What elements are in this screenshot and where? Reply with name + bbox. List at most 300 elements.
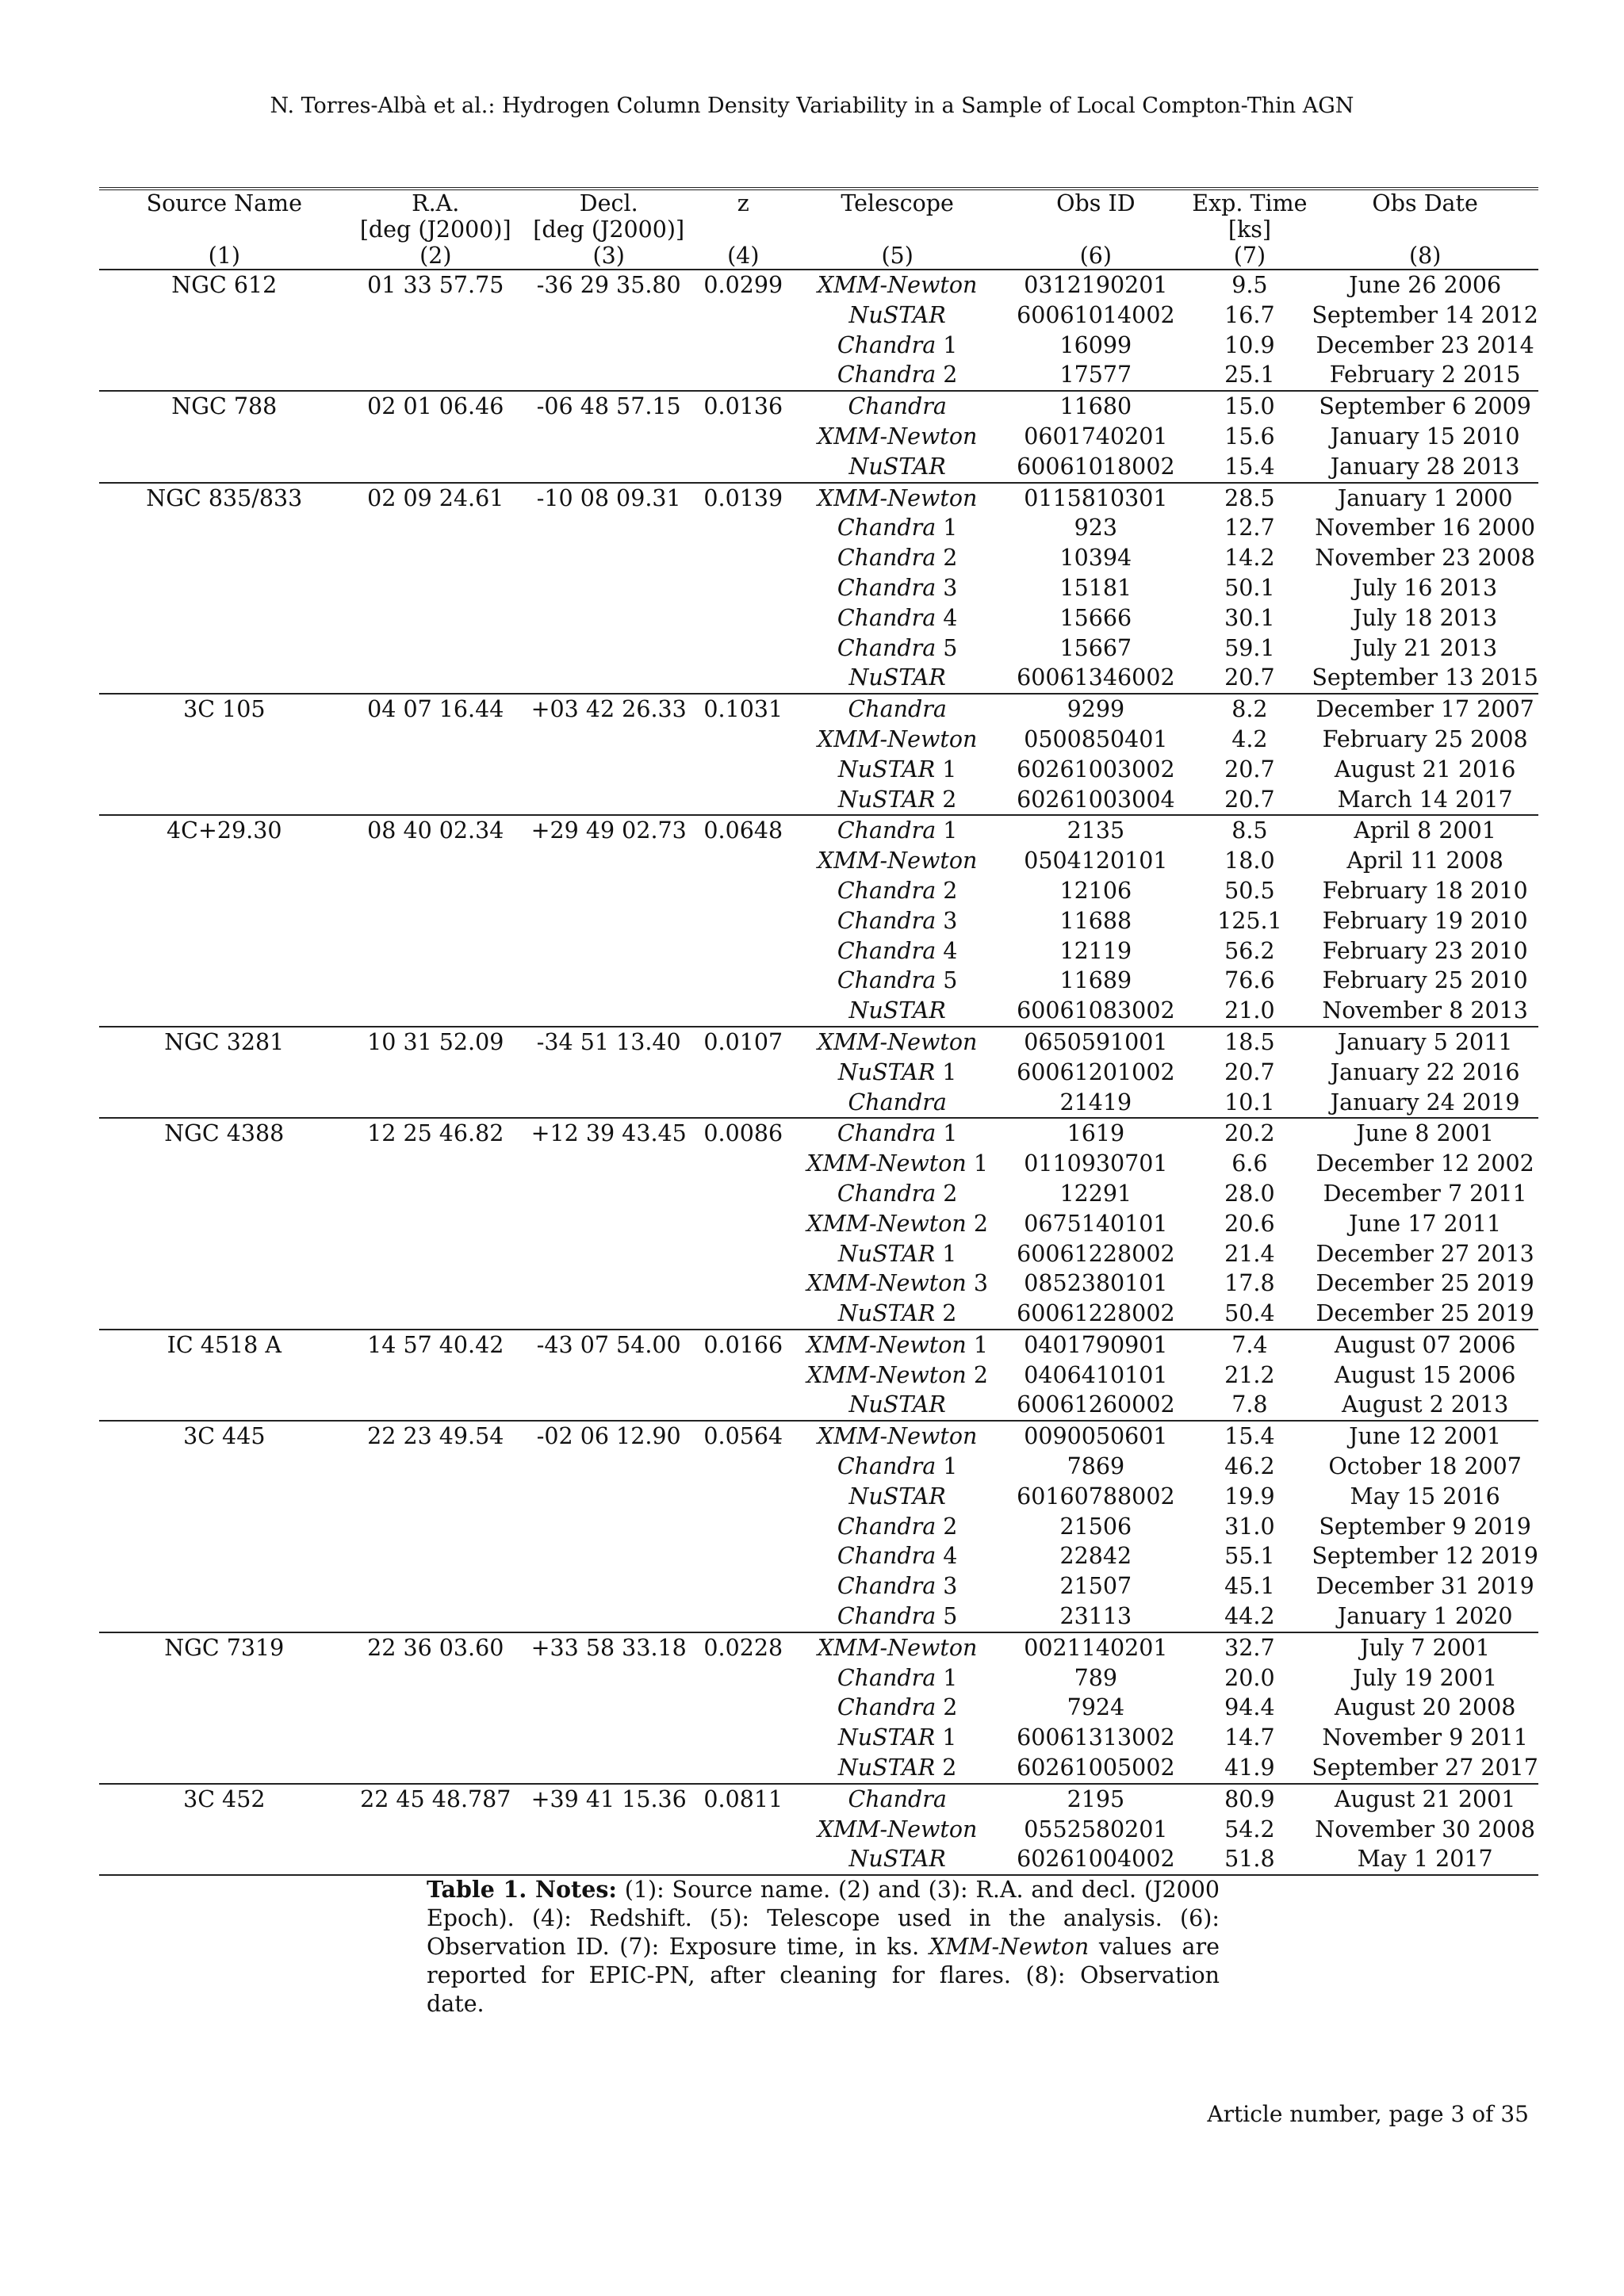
exp-time-cell: 15.6 xyxy=(1224,423,1275,450)
redshift-cell: 0.0139 xyxy=(695,483,791,514)
obs-id-cell: 1619 xyxy=(1004,1118,1187,1149)
ra-cell xyxy=(350,1209,522,1239)
telescope-cell xyxy=(791,1299,1004,1330)
telescope-cell xyxy=(791,1693,1004,1723)
obs-date-cell: November 8 2013 xyxy=(1322,997,1528,1024)
telescope-name: Chandra xyxy=(837,1180,936,1207)
obs-date-cell: December 25 2019 xyxy=(1316,1300,1534,1327)
redshift-cell xyxy=(695,573,791,603)
exp-time-cell: 15.4 xyxy=(1224,453,1275,480)
table-row xyxy=(99,1360,1538,1391)
telescope-cell xyxy=(791,1269,1004,1299)
exp-time-cell: 20.7 xyxy=(1224,1058,1275,1085)
table-row xyxy=(99,1815,1538,1845)
exp-time-cell: 125.1 xyxy=(1217,907,1282,934)
obs-date-cell: January 22 2016 xyxy=(1330,1058,1520,1085)
obs-date-cell: July 21 2013 xyxy=(1353,634,1498,661)
notes-text-part2: values are reported for EPIC-PN, after cleaning for flares. (8): Observation date. xyxy=(427,1934,1220,2017)
obs-date-cell: April 11 2008 xyxy=(1346,848,1503,874)
ra-cell xyxy=(350,1693,522,1723)
telescope-cell xyxy=(791,1421,1004,1452)
source-name-cell xyxy=(99,1452,350,1482)
source-name-cell xyxy=(99,1753,350,1784)
obs-id-cell: 22842 xyxy=(1059,1543,1132,1570)
decl-cell xyxy=(522,1512,696,1542)
telescope-cell xyxy=(791,725,1004,755)
decl-cell xyxy=(522,513,696,543)
obs-date-cell: October 18 2007 xyxy=(1328,1453,1522,1480)
decl-cell xyxy=(522,422,696,452)
table-row xyxy=(99,815,1538,846)
redshift-cell: 0.0086 xyxy=(695,1118,791,1149)
ra-cell xyxy=(350,1601,522,1632)
telescope-name: Chandra xyxy=(848,393,947,420)
table-row xyxy=(99,360,1538,391)
ra-cell xyxy=(350,513,522,543)
obs-date-cell: September 9 2019 xyxy=(1319,1513,1531,1540)
source-name-cell xyxy=(99,996,350,1027)
source-name-cell xyxy=(99,1663,350,1693)
obs-date-cell: August 21 2016 xyxy=(1334,756,1516,783)
telescope-name: Chandra xyxy=(837,1513,936,1540)
exp-time-cell: 20.2 xyxy=(1188,1118,1312,1149)
table-row xyxy=(99,1299,1538,1330)
obs-date-cell: August 20 2008 xyxy=(1334,1694,1516,1721)
header-row-titles xyxy=(99,189,1538,216)
telescope-index: 2 xyxy=(942,1300,957,1327)
decl-cell xyxy=(522,300,696,331)
decl-cell xyxy=(522,663,696,694)
table-row xyxy=(99,725,1538,755)
telescope-name: NuSTAR xyxy=(848,453,946,480)
obs-date-cell: August 07 2006 xyxy=(1312,1330,1538,1360)
obs-id-cell: 60261003002 xyxy=(1017,756,1175,783)
table-row xyxy=(99,966,1538,996)
decl-cell xyxy=(522,1179,696,1209)
telescope-cell xyxy=(791,1179,1004,1209)
obs-id-cell: 15666 xyxy=(1059,604,1132,631)
table-notes xyxy=(427,1875,1220,2019)
decl-cell xyxy=(522,331,696,361)
source-name-cell xyxy=(99,1239,350,1269)
decl-cell: -02 06 12.90 xyxy=(522,1421,696,1452)
decl-cell xyxy=(522,1390,696,1421)
exp-time-cell: 14.2 xyxy=(1224,545,1275,572)
telescope-name: Chandra xyxy=(837,907,936,934)
source-name-cell xyxy=(99,1149,350,1179)
telescope-cell xyxy=(791,573,1004,603)
exp-time-cell: 7.8 xyxy=(1231,1391,1268,1418)
redshift-cell xyxy=(695,1844,791,1875)
telescope-cell xyxy=(791,1149,1004,1179)
source-name-cell xyxy=(99,573,350,603)
ra-cell: 14 57 40.42 xyxy=(350,1330,522,1360)
ra-cell xyxy=(350,1512,522,1542)
source-name-cell: NGC 7319 xyxy=(99,1632,350,1663)
obs-id-cell: 11689 xyxy=(1059,967,1132,994)
obs-date-cell: December 7 2011 xyxy=(1323,1180,1527,1207)
exp-time-cell: 10.1 xyxy=(1224,1089,1275,1115)
obs-date-cell: September 14 2012 xyxy=(1312,301,1538,328)
telescope-index: 2 xyxy=(943,877,958,904)
redshift-cell xyxy=(695,1571,791,1601)
ra-cell xyxy=(350,1844,522,1875)
telescope-index: 2 xyxy=(943,545,958,572)
redshift-cell xyxy=(695,1058,791,1088)
col-header-obs-date: Obs Date xyxy=(1372,190,1478,216)
decl-cell xyxy=(522,996,696,1027)
redshift-cell xyxy=(695,846,791,876)
obs-date-cell: August 21 2001 xyxy=(1312,1784,1538,1815)
telescope-index: 4 xyxy=(943,1543,958,1570)
table-row xyxy=(99,1601,1538,1632)
col-number-3: (3) xyxy=(592,243,625,269)
decl-cell xyxy=(522,966,696,996)
ra-cell: 22 36 03.60 xyxy=(350,1632,522,1663)
ra-cell: 04 07 16.44 xyxy=(350,694,522,725)
obs-date-cell: January 28 2013 xyxy=(1330,453,1520,480)
col-header-z: z xyxy=(737,190,749,216)
source-name-cell xyxy=(99,633,350,664)
telescope-name: Chandra xyxy=(837,545,936,572)
ra-cell xyxy=(350,1299,522,1330)
telescope-cell xyxy=(791,1058,1004,1088)
table-row xyxy=(99,331,1538,361)
redshift-cell: 0.0299 xyxy=(703,272,783,298)
source-name-cell: NGC 3281 xyxy=(99,1027,350,1058)
redshift-cell xyxy=(695,331,791,361)
ra-cell xyxy=(350,1571,522,1601)
table-row xyxy=(99,513,1538,543)
decl-cell xyxy=(522,1209,696,1239)
source-name-cell xyxy=(99,513,350,543)
redshift-cell xyxy=(695,1601,791,1632)
telescope-cell xyxy=(791,1601,1004,1632)
ra-cell xyxy=(350,1179,522,1209)
decl-cell xyxy=(522,1571,696,1601)
telescope-index: 5 xyxy=(943,967,958,994)
col-unit-exp-time: [ks] xyxy=(1228,216,1271,243)
telescope-name: Chandra xyxy=(837,877,936,904)
telescope-name: Chandra xyxy=(848,1089,947,1115)
telescope-name: Chandra xyxy=(837,1573,936,1600)
telescope-name: XMM-Newton xyxy=(817,484,978,511)
telescope-name: XMM-Newton xyxy=(817,1816,978,1843)
ra-cell xyxy=(350,360,522,391)
obs-id-cell: 23113 xyxy=(1059,1603,1132,1630)
obs-date-cell: June 12 2001 xyxy=(1312,1421,1538,1452)
obs-date-cell: February 18 2010 xyxy=(1322,877,1528,904)
ra-cell: 12 25 46.82 xyxy=(350,1118,522,1149)
decl-cell xyxy=(522,1753,696,1784)
table-row xyxy=(99,1118,1538,1149)
table-row xyxy=(99,543,1538,573)
exp-time-cell: 18.0 xyxy=(1224,848,1275,874)
obs-date-cell: February 2 2015 xyxy=(1329,362,1521,388)
obs-id-cell: 7924 xyxy=(1067,1694,1125,1721)
col-number-6: (6) xyxy=(1079,243,1113,269)
decl-cell xyxy=(522,573,696,603)
obs-date-cell: August 15 2006 xyxy=(1334,1361,1516,1388)
ra-cell: 02 09 24.61 xyxy=(350,483,522,514)
table-row xyxy=(99,1027,1538,1058)
obs-id-cell: 21507 xyxy=(1059,1573,1132,1600)
table-row xyxy=(99,755,1538,785)
source-name-cell: IC 4518 A xyxy=(99,1330,350,1360)
source-name-cell xyxy=(99,1482,350,1512)
table-row xyxy=(99,785,1538,816)
obs-date-cell: May 15 2016 xyxy=(1350,1483,1500,1510)
table-row xyxy=(99,573,1538,603)
obs-id-cell: 60061014002 xyxy=(1017,301,1175,328)
telescope-cell xyxy=(791,1571,1004,1601)
exp-time-cell: 8.2 xyxy=(1188,694,1312,725)
telescope-name: Chandra xyxy=(837,1603,936,1630)
telescope-name: Chandra xyxy=(848,1785,947,1812)
col-header-exp-time: Exp. Time xyxy=(1192,190,1308,216)
table-row xyxy=(99,1632,1538,1663)
telescope-index: 2 xyxy=(943,1180,958,1207)
source-name-cell xyxy=(99,906,350,936)
obs-id-cell: 16099 xyxy=(1059,331,1132,358)
telescope-cell xyxy=(791,785,1004,816)
obs-date-cell: November 9 2011 xyxy=(1322,1724,1528,1751)
obs-id-cell: 60160788002 xyxy=(1017,1483,1175,1510)
obs-id-cell: 12291 xyxy=(1059,1180,1132,1207)
telescope-cell xyxy=(791,603,1004,633)
ra-cell xyxy=(350,1088,522,1119)
ra-cell xyxy=(350,663,522,694)
obs-date-cell: June 26 2006 xyxy=(1349,272,1502,298)
telescope-index: 3 xyxy=(943,907,958,934)
telescope-cell xyxy=(791,1452,1004,1482)
obs-date-cell: September 13 2015 xyxy=(1312,664,1538,691)
telescope-cell xyxy=(791,755,1004,785)
telescope-index: 1 xyxy=(942,1724,957,1751)
decl-cell: +33 58 33.18 xyxy=(522,1632,696,1663)
obs-date-cell: November 16 2000 xyxy=(1315,515,1536,541)
telescope-cell xyxy=(791,1815,1004,1845)
obs-date-cell: December 25 2019 xyxy=(1316,1270,1534,1297)
col-number-8: (8) xyxy=(1408,243,1442,269)
obs-id-cell: 60061201002 xyxy=(1017,1058,1175,1085)
exp-time-cell: 94.4 xyxy=(1224,1694,1275,1721)
obs-date-cell: July 16 2013 xyxy=(1353,574,1498,601)
obs-date-cell: April 8 2001 xyxy=(1312,815,1538,846)
source-name-cell xyxy=(99,755,350,785)
notes-text-part1: (1): Source name. (2) and (3): R.A. and decl. (J2000 Epoch). (4): Redshift. (5): Telescope used in the analysis. (6): Observation ID. (7): Exposure time, in ks. xyxy=(427,1877,1220,1960)
obs-id-cell: 60061083002 xyxy=(1017,997,1175,1024)
redshift-cell xyxy=(695,1482,791,1512)
telescope-index: 3 xyxy=(973,1270,988,1297)
redshift-cell xyxy=(695,452,791,483)
table-row xyxy=(99,1149,1538,1179)
source-name-cell: 3C 452 xyxy=(99,1784,350,1815)
decl-cell xyxy=(522,1269,696,1299)
table-row xyxy=(99,663,1538,694)
ra-cell xyxy=(350,331,522,361)
redshift-cell xyxy=(695,603,791,633)
exp-time-cell: 54.2 xyxy=(1224,1816,1275,1843)
decl-cell xyxy=(522,1693,696,1723)
telescope-cell xyxy=(791,966,1004,996)
table-row xyxy=(99,1723,1538,1753)
telescope-name: NuSTAR xyxy=(837,756,936,783)
redshift-cell xyxy=(695,1299,791,1330)
table-row xyxy=(99,846,1538,876)
exp-time-cell: 14.7 xyxy=(1224,1724,1275,1751)
obs-id-cell: 60061346002 xyxy=(1017,664,1175,691)
telescope-name: Chandra xyxy=(848,696,947,723)
telescope-name: XMM-Newton xyxy=(817,848,978,874)
decl-cell: +39 41 15.36 xyxy=(522,1784,696,1815)
exp-time-cell: 56.2 xyxy=(1224,937,1275,964)
source-name-cell xyxy=(99,1541,350,1571)
telescope-name: NuSTAR xyxy=(837,786,936,813)
obs-date-cell: December 12 2002 xyxy=(1316,1150,1534,1177)
exp-time-cell: 44.2 xyxy=(1224,1603,1275,1630)
ra-cell: 08 40 02.34 xyxy=(350,815,522,846)
table-row xyxy=(99,1571,1538,1601)
obs-id-cell: 12119 xyxy=(1059,937,1132,964)
obs-date-cell: June 17 2011 xyxy=(1349,1210,1502,1237)
source-name-cell xyxy=(99,1844,350,1875)
obs-id-cell: 15667 xyxy=(1059,634,1132,661)
redshift-cell xyxy=(695,1452,791,1482)
telescope-name: NuSTAR xyxy=(848,997,946,1024)
telescope-name: NuSTAR xyxy=(848,1483,946,1510)
redshift-cell xyxy=(695,996,791,1027)
exp-time-cell: 50.4 xyxy=(1224,1300,1275,1327)
obs-id-cell: 923 xyxy=(1074,515,1118,541)
ra-cell xyxy=(350,1753,522,1784)
exp-time-cell: 25.1 xyxy=(1224,362,1275,388)
decl-cell xyxy=(522,1482,696,1512)
col-unit-ra: [deg (J2000)] xyxy=(359,216,511,243)
decl-cell: +12 39 43.45 xyxy=(522,1118,696,1149)
decl-cell xyxy=(522,755,696,785)
col-header-obs-id: Obs ID xyxy=(1056,190,1136,216)
source-name-cell xyxy=(99,785,350,816)
telescope-name: XMM-Newton xyxy=(817,1028,978,1055)
table-row xyxy=(99,1330,1538,1360)
ra-cell: 22 45 48.787 xyxy=(350,1784,522,1815)
telescope-index: 1 xyxy=(943,817,958,844)
telescope-name: Chandra xyxy=(837,1694,936,1721)
source-name-cell xyxy=(99,543,350,573)
obs-id-cell: 11688 xyxy=(1059,907,1132,934)
ra-cell xyxy=(350,996,522,1027)
source-name-cell xyxy=(99,331,350,361)
telescope-index: 5 xyxy=(943,634,958,661)
source-name-cell xyxy=(99,1088,350,1119)
table-row xyxy=(99,391,1538,422)
obs-date-cell: January 15 2010 xyxy=(1330,423,1520,450)
obs-date-cell: December 17 2007 xyxy=(1312,694,1538,725)
redshift-cell xyxy=(695,1149,791,1179)
source-name-cell xyxy=(99,1269,350,1299)
obs-id-cell: 0312190201 xyxy=(1024,272,1168,298)
redshift-cell: 0.0136 xyxy=(695,391,791,422)
ra-cell xyxy=(350,1663,522,1693)
source-name-cell: NGC 612 xyxy=(171,272,278,298)
telescope-cell xyxy=(791,1027,1004,1058)
telescope-name: NuSTAR xyxy=(837,1755,936,1781)
telescope-name: XMM-Newton xyxy=(806,1331,967,1358)
source-name-cell xyxy=(99,1360,350,1391)
source-name-cell xyxy=(99,1815,350,1845)
redshift-cell xyxy=(695,1663,791,1693)
telescope-name: XMM-Newton xyxy=(806,1150,967,1177)
col-header-decl: Decl. xyxy=(579,190,638,216)
decl-cell xyxy=(522,1723,696,1753)
exp-time-cell: 45.1 xyxy=(1224,1573,1275,1600)
table-row xyxy=(99,1482,1538,1512)
decl-cell xyxy=(522,1058,696,1088)
table-row xyxy=(99,1844,1538,1875)
redshift-cell xyxy=(695,513,791,543)
ra-cell xyxy=(350,785,522,816)
obs-date-cell: November 23 2008 xyxy=(1315,545,1536,572)
ra-cell xyxy=(350,1269,522,1299)
ra-cell: 10 31 52.09 xyxy=(350,1027,522,1058)
table-row xyxy=(99,876,1538,906)
page-footer: Article number, page 3 of 35 xyxy=(1207,2101,1529,2127)
exp-time-cell: 51.8 xyxy=(1224,1846,1275,1873)
redshift-cell xyxy=(695,1815,791,1845)
exp-time-cell: 19.9 xyxy=(1224,1483,1275,1510)
redshift-cell xyxy=(695,1209,791,1239)
exp-time-cell: 59.1 xyxy=(1224,634,1275,661)
exp-time-cell: 32.7 xyxy=(1188,1632,1312,1663)
obs-id-cell: 2135 xyxy=(1004,815,1187,846)
exp-time-cell: 8.5 xyxy=(1188,815,1312,846)
obs-id-cell: 0852380101 xyxy=(1024,1270,1168,1297)
telescope-name: Chandra xyxy=(837,515,936,541)
col-number-4: (4) xyxy=(727,243,760,269)
col-unit-source-name xyxy=(99,216,350,243)
decl-cell xyxy=(522,1239,696,1269)
source-name-cell: NGC 4388 xyxy=(99,1118,350,1149)
table-row xyxy=(99,1058,1538,1088)
telescope-cell xyxy=(791,452,1004,483)
obs-id-cell: 0110930701 xyxy=(1024,1150,1168,1177)
telescope-index: 5 xyxy=(943,1603,958,1630)
telescope-name: NuSTAR xyxy=(837,1300,936,1327)
obs-date-cell: February 25 2010 xyxy=(1322,967,1528,994)
obs-id-cell: 0650591001 xyxy=(1004,1027,1187,1058)
obs-id-cell: 10394 xyxy=(1059,545,1132,572)
source-name-cell xyxy=(99,1390,350,1421)
obs-date-cell: January 1 2020 xyxy=(1337,1603,1513,1630)
telescope-cell xyxy=(791,694,1004,725)
table-header xyxy=(99,189,1538,270)
telescope-cell xyxy=(791,846,1004,876)
col-header-source-name: Source Name xyxy=(146,190,302,216)
exp-time-cell: 46.2 xyxy=(1224,1453,1275,1480)
table-row xyxy=(99,270,1538,300)
obs-date-cell: February 23 2010 xyxy=(1322,937,1528,964)
obs-id-cell: 0552580201 xyxy=(1024,1816,1168,1843)
exp-time-cell: 21.2 xyxy=(1224,1361,1275,1388)
decl-cell xyxy=(522,633,696,664)
decl-cell xyxy=(522,1299,696,1330)
table-row xyxy=(99,1663,1538,1693)
telescope-name: Chandra xyxy=(837,1664,936,1691)
obs-date-cell: August 2 2013 xyxy=(1341,1391,1509,1418)
ra-cell xyxy=(350,452,522,483)
decl-cell: -43 07 54.00 xyxy=(522,1330,696,1360)
